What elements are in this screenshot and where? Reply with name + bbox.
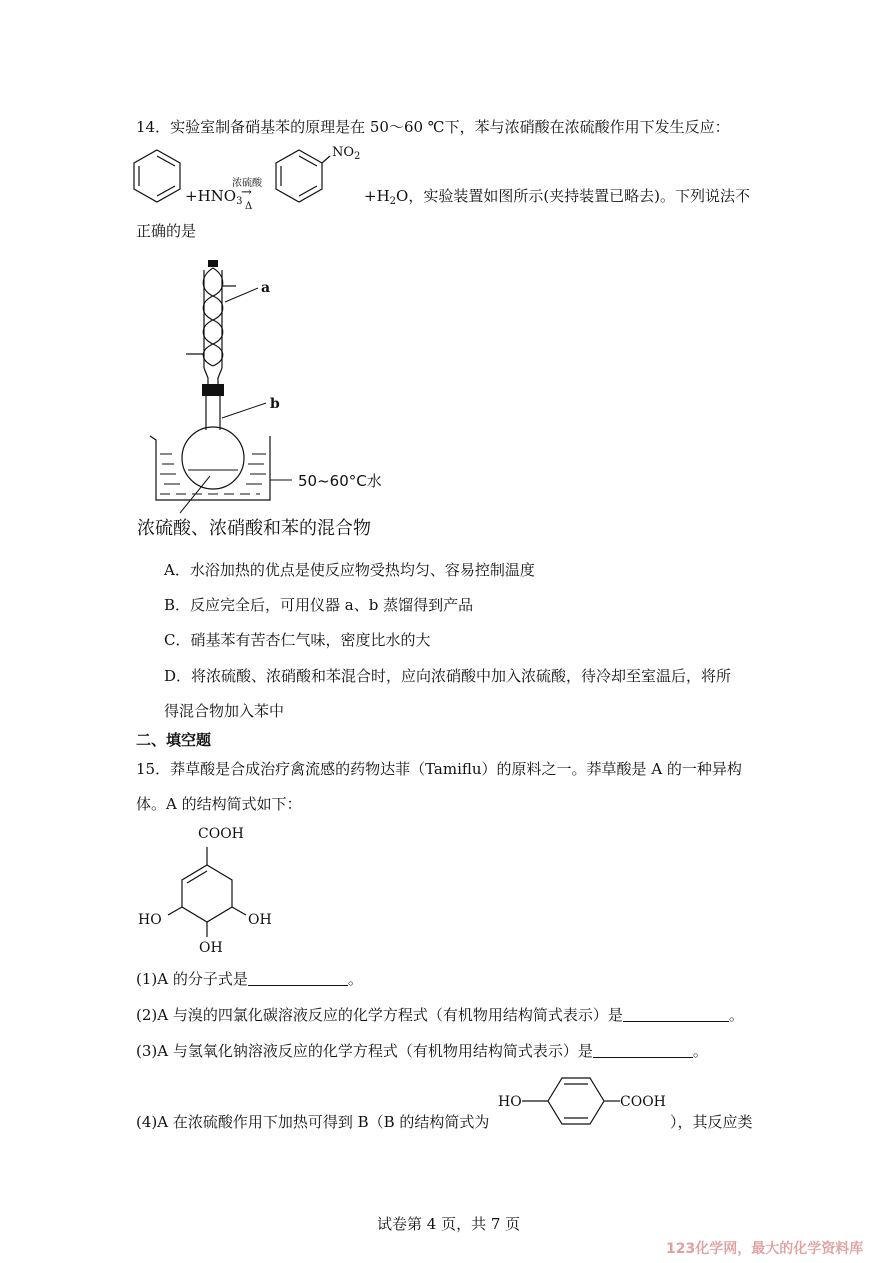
struct-a-ho-left: HO — [138, 912, 162, 928]
sub2-text: (2)A 与溴的四氯化碳溶液反应的化学方程式（有机物用结构简式表示）是 — [136, 1006, 623, 1024]
sub2-end: 。 — [728, 1006, 744, 1024]
option-a: A．水浴加热的优点是使反应物受热均匀、容易控制温度 — [164, 561, 535, 579]
q14-number: 14． — [136, 118, 171, 136]
option-d-line2: 得混合物加入苯中 — [164, 702, 285, 720]
label-water: 50~60°C水 — [298, 472, 382, 490]
option-d-line1: D．将浓硫酸、浓硝酸和苯混合时，应向浓硝酸中加入浓硫酸，待冷却至室温后，将所 — [164, 667, 732, 685]
struct-b-cooh: COOH — [620, 1094, 666, 1110]
no2-label — [332, 145, 360, 162]
h2o-pre: +H — [364, 187, 390, 205]
sub-question-1 — [136, 969, 363, 989]
q14-stem-line1 — [136, 117, 730, 137]
sub3-text: (3)A 与氢氧化钠溶液反应的化学方程式（有机物用结构简式表示）是 — [136, 1042, 593, 1060]
q14-stem-line3: 正确的是 — [136, 222, 197, 240]
h2o-subscript: 2 — [389, 196, 397, 207]
no2-text: NO — [332, 145, 355, 160]
catalyst-label: 浓硫酸 — [232, 178, 262, 189]
sub3-end: 。 — [692, 1042, 708, 1060]
answer-blank-2[interactable] — [623, 1007, 729, 1022]
watermark: 123化学网，最大的化学资料库 — [666, 1241, 864, 1257]
heat-symbol: Δ — [245, 201, 253, 212]
structure-b — [518, 1076, 628, 1128]
option-c: C．硝基苯有苦杏仁气味，密度比水的大 — [164, 631, 431, 649]
benzene-structure — [130, 148, 190, 208]
sub-question-3 — [136, 1041, 708, 1061]
sub-question-4-end: ），其反应类 — [670, 1113, 753, 1131]
struct-a-oh-bottom: OH — [199, 940, 223, 956]
no2-subscript: 2 — [354, 151, 361, 162]
q14-stem-text: 实验室制备硝基苯的原理是在 50～60 ℃下，苯与浓硝酸在浓硫酸作用下发生反应： — [170, 118, 730, 136]
struct-a-cooh: COOH — [198, 826, 244, 842]
plus-h2o-line — [364, 186, 750, 212]
label-b: b — [270, 396, 280, 412]
structure-a — [160, 845, 270, 955]
sub1-end: 。 — [347, 970, 363, 988]
label-a: a — [261, 280, 271, 296]
q15-line2: 体。A 的结构简式如下： — [136, 795, 302, 813]
sub-question-2 — [136, 1005, 744, 1025]
option-b: B．反应完全后，可用仪器 a、b 蒸馏得到产品 — [164, 596, 474, 614]
reaction-arrow: → — [241, 185, 252, 200]
hno3-text: +HNO — [185, 187, 237, 205]
apparatus-caption: 浓硫酸、浓硝酸和苯的混合物 — [137, 518, 371, 539]
plus-hno3 — [185, 186, 242, 212]
sub-question-4: (4)A 在浓硫酸作用下加热可得到 B（B 的结构简式为 — [136, 1113, 490, 1131]
hno3-subscript: 3 — [236, 196, 243, 207]
h2o-post: O，实验装置如图所示(夹持装置已略去)。下列说法不 — [396, 187, 751, 205]
sub1-text: (1)A 的分子式是 — [136, 970, 248, 988]
answer-blank-3[interactable] — [593, 1043, 693, 1058]
answer-blank-1[interactable] — [248, 971, 348, 986]
q15-line1: 15．莽草酸是合成治疗禽流感的药物达菲（Tamiflu）的原料之一。莽草酸是 A 的一种异构 — [136, 760, 742, 778]
page-footer: 试卷第 4 页，共 7 页 — [377, 1215, 521, 1233]
struct-a-oh-right: OH — [248, 912, 272, 928]
struct-b-ho: HO — [498, 1094, 522, 1110]
section-heading: 二、填空题 — [136, 731, 212, 749]
